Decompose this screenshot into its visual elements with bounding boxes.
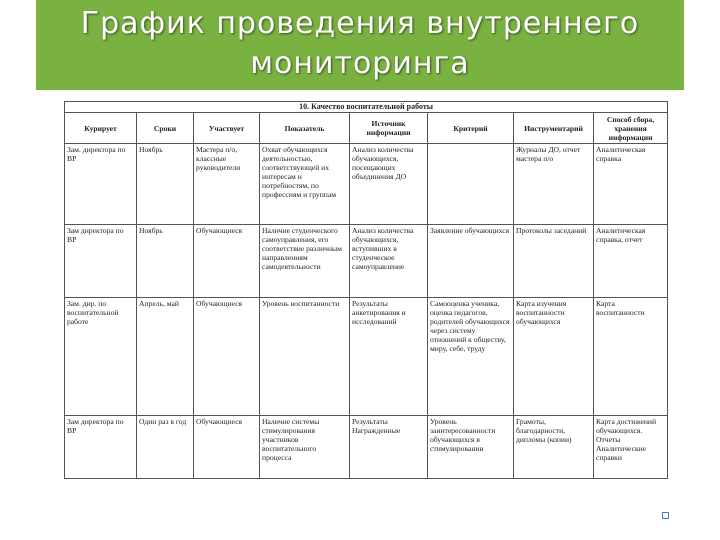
- table-cell: Аналитическая справка, отчет: [594, 225, 668, 298]
- table-cell: Карта воспитанности: [594, 298, 668, 416]
- table-cell: Анализ количества обучающихся, вступивших в студенческое самоуправление: [350, 225, 428, 298]
- header-cell: Сроки: [137, 113, 194, 144]
- table-cell: Карта достижений обучающихся. Отчеты Аналитические справки: [594, 416, 668, 479]
- table-row: [65, 298, 668, 416]
- header-cell: Источник информации: [350, 113, 428, 144]
- header-cell: Критерий: [428, 113, 514, 144]
- table-cell: Зам. дир. по воспитательной работе: [65, 298, 137, 416]
- page-title: [36, 4, 684, 84]
- table-cell: Журналы ДО, отчет мастера п/о: [514, 144, 594, 225]
- monitoring-table: [64, 101, 668, 479]
- table-cell: Охват обучающихся деятельностью, соответствующей их интересам и потребностям, по профессиям и группам: [260, 144, 350, 225]
- table-cell: Ноябрь: [137, 225, 194, 298]
- header-cell: Показатель: [260, 113, 350, 144]
- table-cell: Наличие системы стимулирования участников воспитательного процесса: [260, 416, 350, 479]
- table-cell: Карта изучения воспитанности обучающихся: [514, 298, 594, 416]
- table-cell: Уровень воспитанности: [260, 298, 350, 416]
- table-caption: 10. Качество воспитательной работы: [65, 102, 668, 113]
- table-cell: Зам. директора по ВР: [65, 144, 137, 225]
- title-line-1: График проведения внутреннего: [80, 6, 640, 41]
- header-cell: Участвует: [194, 113, 260, 144]
- table-cell: Ноябрь: [137, 144, 194, 225]
- table-cell: Аналитическая справка: [594, 144, 668, 225]
- table-cell: Обучающиеся: [194, 416, 260, 479]
- table-cell: Результаты Награжденные: [350, 416, 428, 479]
- header-cell: Курирует: [65, 113, 137, 144]
- table-cell: Результаты анкетирования и исследований: [350, 298, 428, 416]
- table-cell: Мастера п/о, классные руководители: [194, 144, 260, 225]
- table-row: [65, 416, 668, 479]
- header-cell: Инструментарий: [514, 113, 594, 144]
- header-cell: Способ сбора, хранения информации: [594, 113, 668, 144]
- resize-handle[interactable]: [662, 512, 669, 519]
- table-header-row: [65, 113, 668, 144]
- table-row: [65, 225, 668, 298]
- table-cell: Заявление обучающихся: [428, 225, 514, 298]
- table-cell: Протоколы заседаний: [514, 225, 594, 298]
- table-cell: Обучающиеся: [194, 298, 260, 416]
- table-cell: Грамоты, благодарности, дипломы (копии): [514, 416, 594, 479]
- table-cell: Наличие студенческого самоуправления, его соответствие различным направлениям самодеятельности: [260, 225, 350, 298]
- monitoring-table-document: [64, 101, 667, 516]
- table-cell: Анализ количества обучающихся, посещающих объединения ДО: [350, 144, 428, 225]
- table-cell: Уровень заинтересованности обучающихся в стимулировании: [428, 416, 514, 479]
- table-row: [65, 144, 668, 225]
- title-line-2: мониторинга: [250, 46, 470, 81]
- table-cell: Зам директора по ВР: [65, 225, 137, 298]
- table-cell: Обучающиеся: [194, 225, 260, 298]
- table-cell: Зам директора по ВР: [65, 416, 137, 479]
- table-cell: Самооценка ученика, оценка педагогов, родителей обучающихся через систему отношений к обществу, миру, себе, труду: [428, 298, 514, 416]
- table-cell: Один раз в год: [137, 416, 194, 479]
- table-cell: Апрель, май: [137, 298, 194, 416]
- table-cell: [428, 144, 514, 225]
